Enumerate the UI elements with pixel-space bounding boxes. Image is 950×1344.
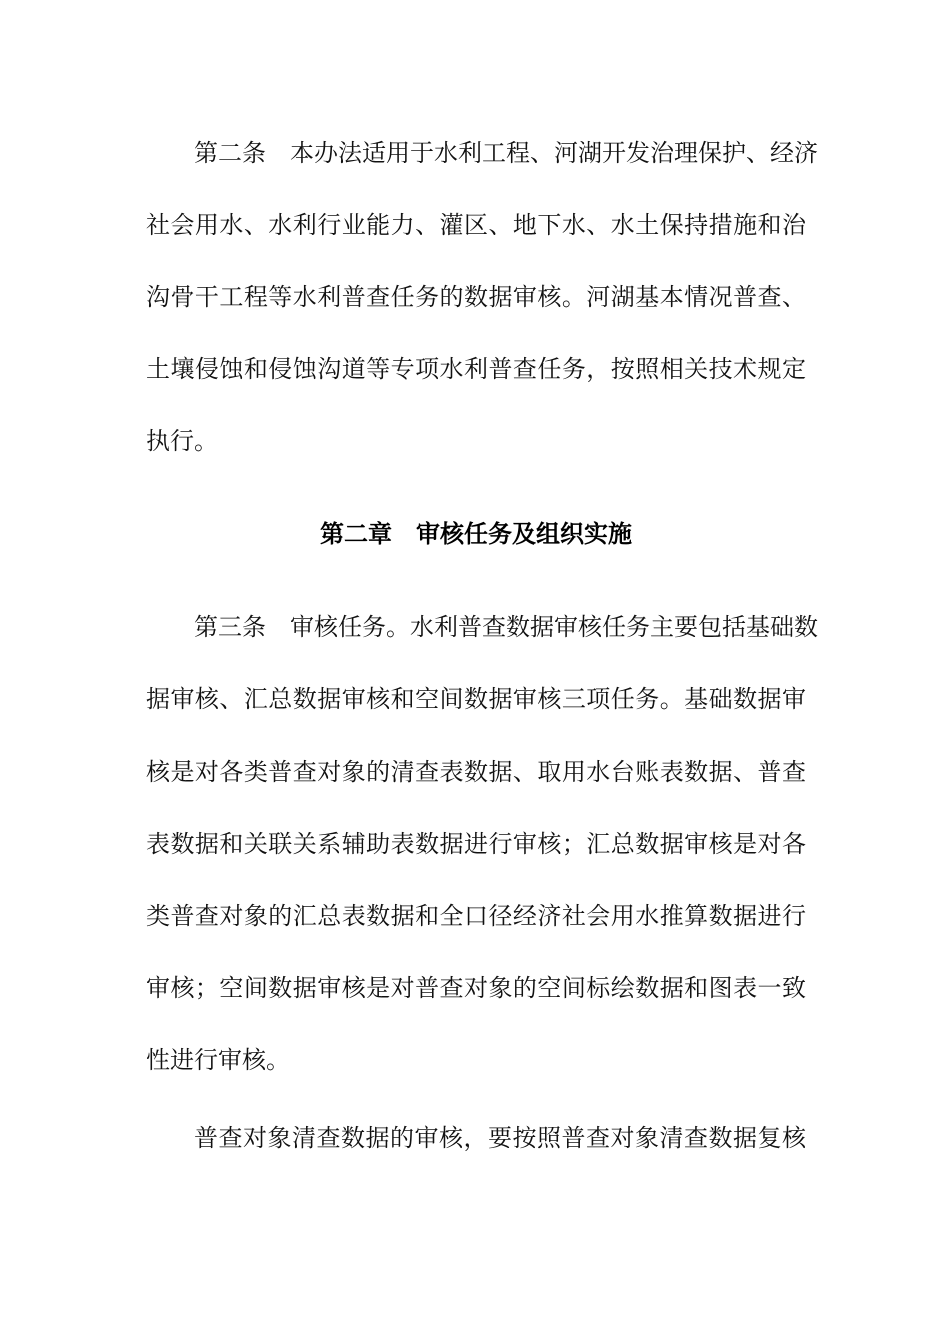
- article-3-line-4: 表数据和关联关系辅助表数据进行审核；汇总数据审核是对各: [146, 830, 806, 858]
- article-3-line-7: 性进行审核。: [146, 1046, 290, 1074]
- article-3-line-6: 审核；空间数据审核是对普查对象的空间标绘数据和图表一致: [146, 974, 806, 1002]
- article-3-line-2: 据审核、汇总数据审核和空间数据审核三项任务。基础数据审: [146, 685, 806, 713]
- article-2-line-3: 沟骨干工程等水利普查任务的数据审核。河湖基本情况普查、: [146, 283, 806, 311]
- article-2-line-5: 执行。: [146, 427, 218, 455]
- article-2-line-2: 社会用水、水利行业能力、灌区、地下水、水土保持措施和治: [146, 211, 806, 239]
- paragraph-next-line-1: 普查对象清查数据的审核，要按照普查对象清查数据复核: [194, 1124, 806, 1152]
- article-3-line-5: 类普查对象的汇总表数据和全口径经济社会用水推算数据进行: [146, 902, 806, 930]
- article-2-line-4: 土壤侵蚀和侵蚀沟道等专项水利普查任务，按照相关技术规定: [146, 355, 806, 383]
- article-3-line-3: 核是对各类普查对象的清查表数据、取用水台账表数据、普查: [146, 758, 806, 786]
- chapter-2-heading: 第二章 审核任务及组织实施: [320, 520, 632, 548]
- article-2-line-1: 第二条 本办法适用于水利工程、河湖开发治理保护、经济: [194, 139, 818, 167]
- article-3-line-1: 第三条 审核任务。水利普查数据审核任务主要包括基础数: [194, 613, 818, 641]
